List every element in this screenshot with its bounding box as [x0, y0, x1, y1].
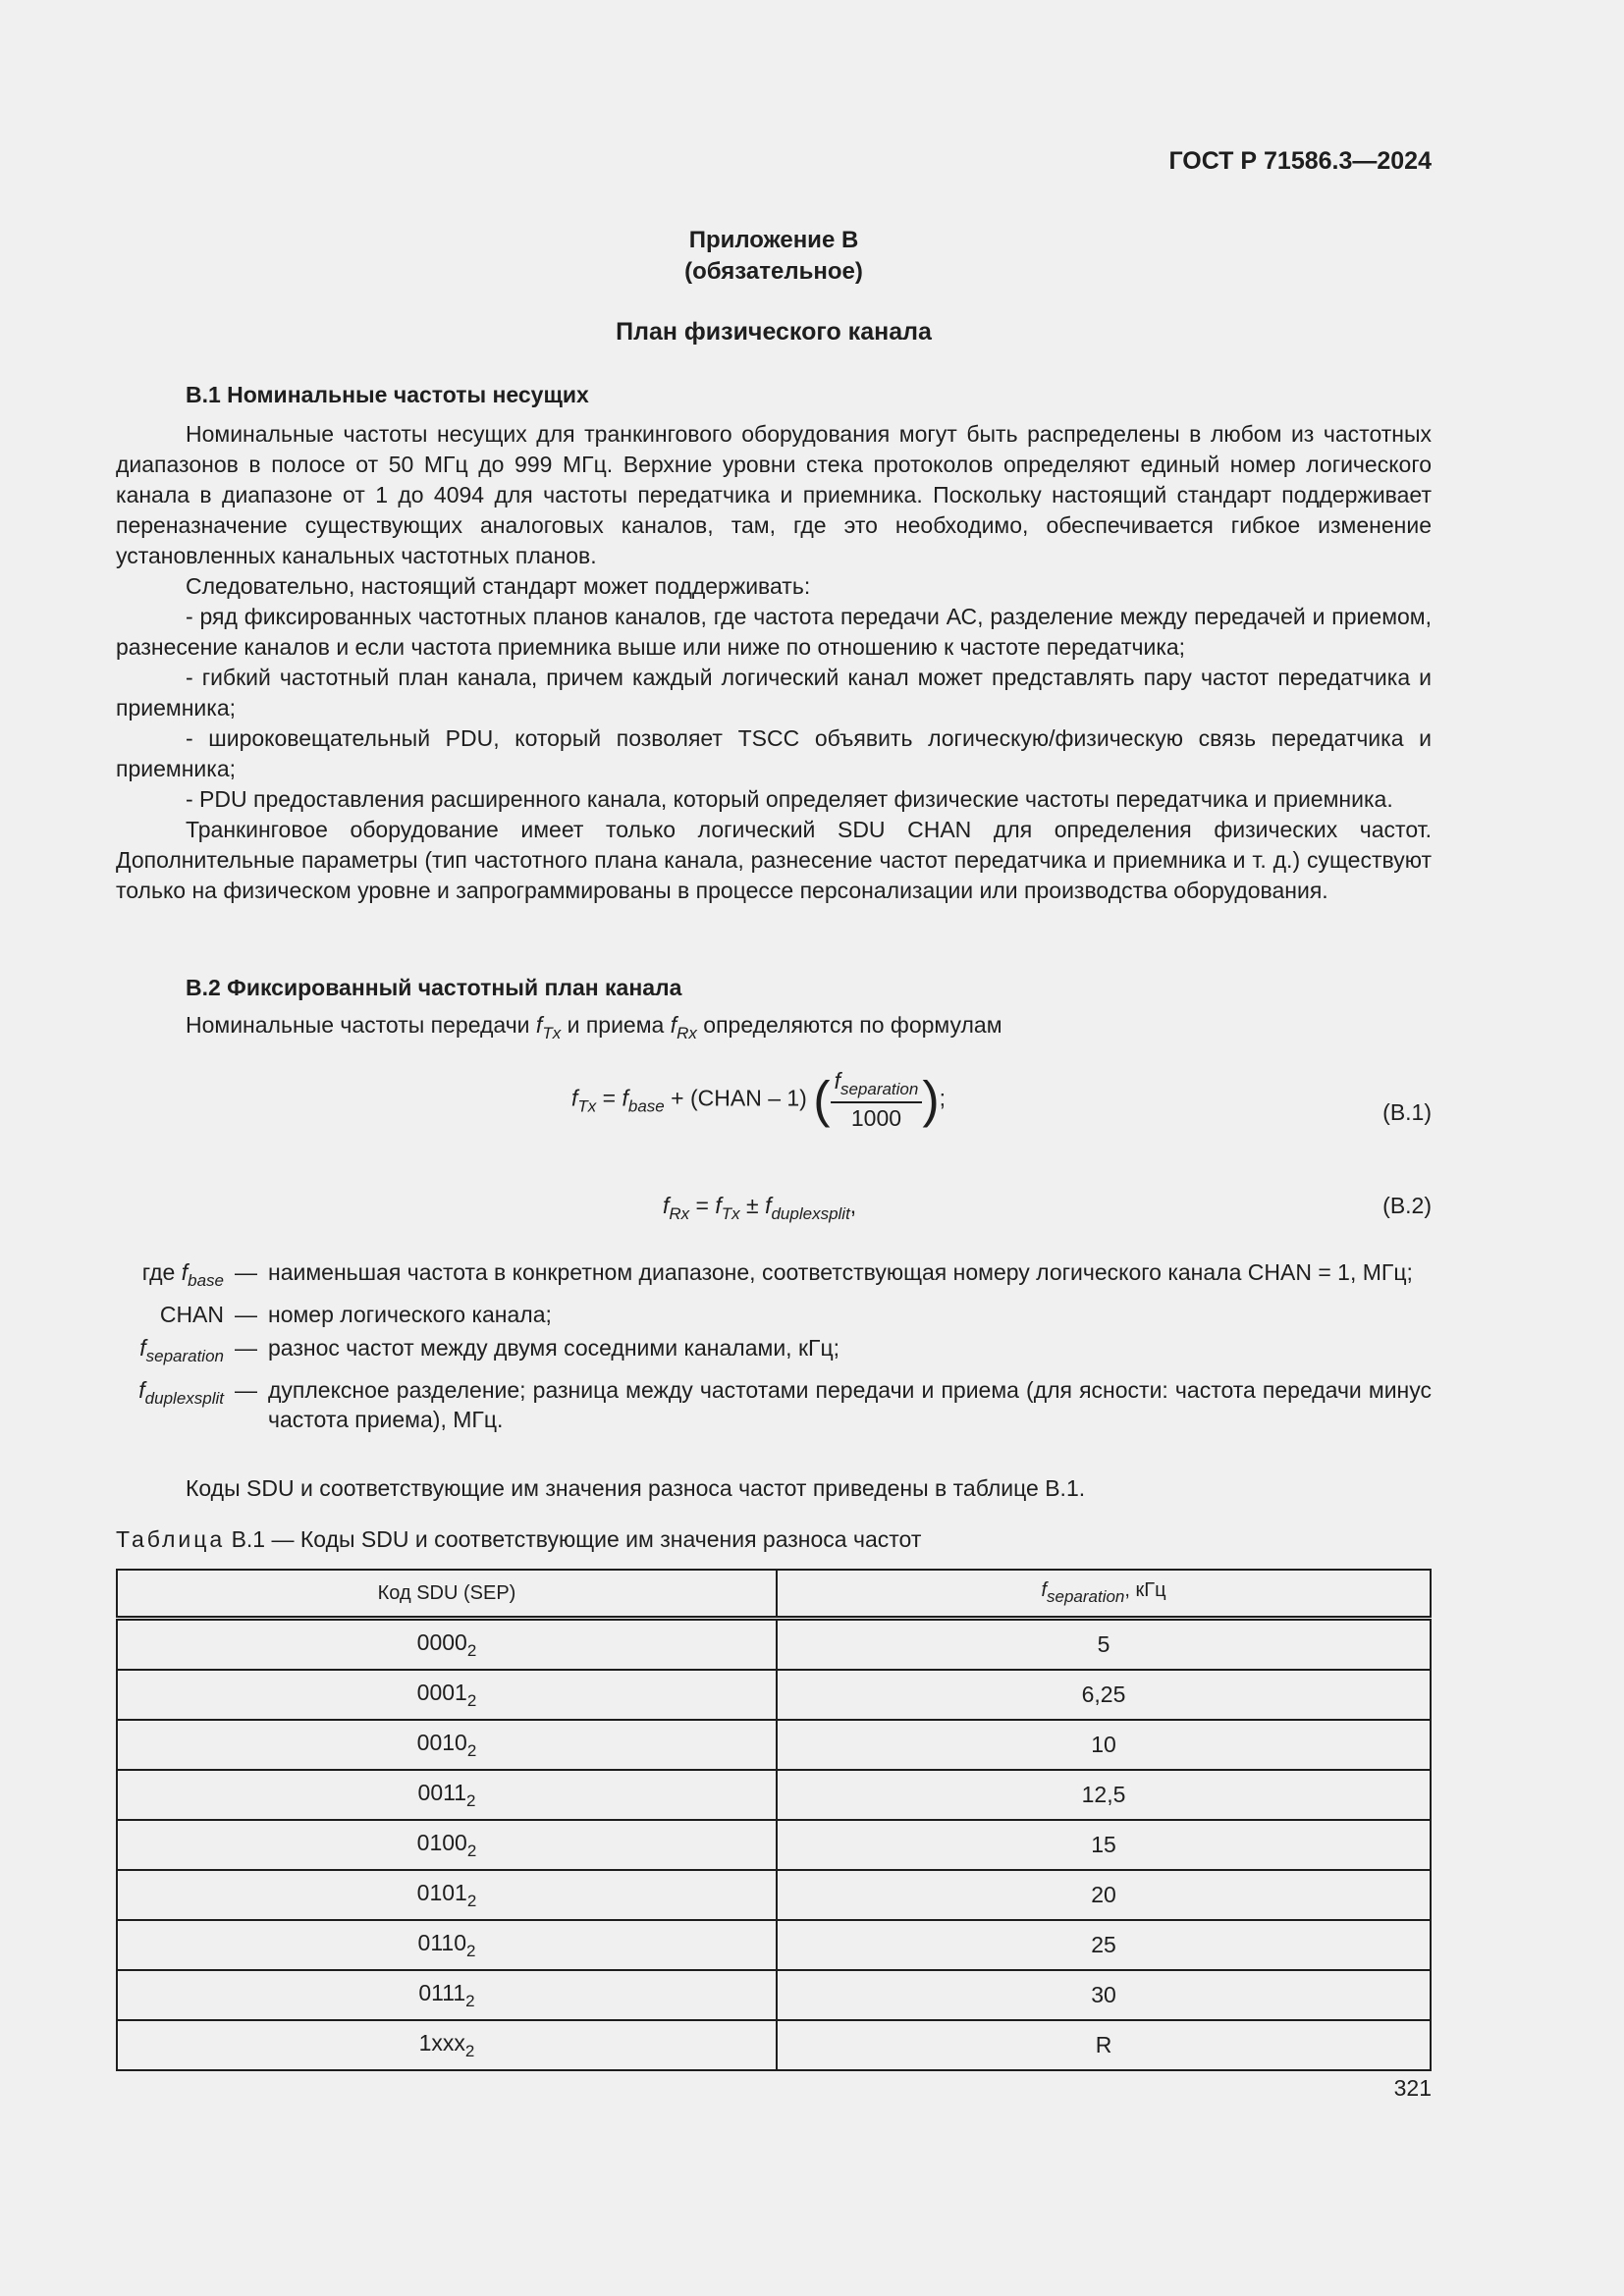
- definition-row: $f_{separation}$ — разнос частот между двумя соседними каналами, кГц;: [139, 1335, 840, 1365]
- document-page: [116, 0, 1432, 2296]
- code-cell: $0111_2$: [117, 1970, 777, 2020]
- table-caption: Таблица B.1 — Коды SDU и соответствующие им значения разноса частот: [116, 1526, 922, 1552]
- separation-cell: 25: [777, 1920, 1431, 1970]
- list-item: - PDU предоставления расширенного канала, который определяет физические частоты передатчика и приемника.: [186, 786, 1393, 812]
- table-row: [117, 1970, 1431, 2020]
- separation-cell: 5: [777, 1619, 1431, 1671]
- code-cell: $0010_2$: [117, 1720, 777, 1770]
- code-cell: $0011_2$: [117, 1770, 777, 1820]
- annex-status: (обязательное): [684, 258, 863, 285]
- formula-b2-number: (B.2): [1382, 1193, 1432, 1218]
- section-b2-title: B.2 Фиксированный частотный план канала: [186, 975, 682, 1000]
- separation-cell: 12,5: [777, 1770, 1431, 1820]
- code-cell: 1xxx$_2$: [117, 2020, 777, 2070]
- frequency-table: [116, 1569, 1432, 2071]
- separation-cell: 15: [777, 1820, 1431, 1870]
- definition-row: где $f_{base}$ — наименьшая частота в конкретном диапазоне, соответствующая номеру логического канала CHAN = 1, МГц;: [141, 1259, 1413, 1290]
- annex-heading: [116, 225, 1432, 288]
- table-row: [117, 1720, 1431, 1770]
- section-b1-title: B.1 Номинальные частоты несущих: [186, 382, 589, 407]
- table-row: [117, 1820, 1431, 1870]
- code-cell: $0100_2$: [117, 1820, 777, 1870]
- separation-cell: 10: [777, 1720, 1431, 1770]
- table-header-row: [117, 1570, 1431, 1619]
- separation-cell: 6,25: [777, 1670, 1431, 1720]
- paragraph: Номинальные частоты несущих для транкингового оборудования могут быть распределены в любом из частотных диапазонов в полосе от 50 МГц до 999 МГц. Верхние уровни стека протоколов определяют единый номер логического канала в диапазоне от 1 до 4094 для частоты передатчика и приемника. Поскольку настоящий стандарт поддерживает переназначение существующих аналоговых каналов, там, где это необходимо, обеспечивается гибкое изменение установленных канальных частотных планов.: [116, 421, 1432, 568]
- paragraph: Следовательно, настоящий стандарт может поддерживать:: [186, 573, 811, 599]
- formula-b1: $f_{Tx} = f_{base}$ + (CHAN – 1) ( $\frac{f_{separation}}{1000}$ );: [571, 1068, 947, 1131]
- standard-number: ГОСТ Р 71586.3—2024: [1168, 147, 1432, 175]
- separation-cell: 30: [777, 1970, 1431, 2020]
- table-row: [117, 1870, 1431, 1920]
- list-item: - ряд фиксированных частотных планов каналов, где частота передачи АС, разделение между передачей и приемом, разнесение каналов и если частота приемника выше или ниже по отношению к частоте передатчика;: [116, 604, 1432, 660]
- list-item: - гибкий частотный план канала, причем каждый логический канал может представлять пару частот передатчика и приемника;: [116, 665, 1432, 721]
- table-row: [117, 1920, 1431, 1970]
- column-header-separation: $f_{separation}$, кГц: [777, 1570, 1431, 1619]
- code-cell: $0001_2$: [117, 1670, 777, 1720]
- paragraph: Транкинговое оборудование имеет только логический SDU CHAN для определения физических частот. Дополнительные параметры (тип частотного плана канала, разнесение частот передатчика и приемника и т. д.) существуют только на физическом уровне и запрограммированы в процессе персонализации или производства оборудования.: [116, 817, 1432, 903]
- column-header-code: Код SDU (SEP): [117, 1570, 777, 1619]
- section-b2-intro: Номинальные частоты передачи $f_{Tx}$ и приема $f_{Rx}$ определяются по формулам: [186, 1012, 1002, 1042]
- formula-b2: $f_{Rx} = f_{Tx} \pm f_{duplexsplit}$,: [663, 1193, 857, 1223]
- table-row: [117, 1770, 1431, 1820]
- separation-cell: R: [777, 2020, 1431, 2070]
- formula-b1-number: (B.1): [1382, 1099, 1432, 1125]
- code-cell: $0110_2$: [117, 1920, 777, 1970]
- table-row: [117, 1670, 1431, 1720]
- separation-cell: 20: [777, 1870, 1431, 1920]
- table-row: [117, 2020, 1431, 2070]
- code-cell: $0000_2$: [117, 1619, 777, 1671]
- list-item: - широковещательный PDU, который позволяет TSCC объявить логическую/физическую связь передатчика и приемника;: [116, 725, 1432, 781]
- symbol-definitions: [116, 1257, 1432, 1438]
- code-cell: $0101_2$: [117, 1870, 777, 1920]
- page-number: 321: [1393, 2075, 1432, 2101]
- annex-title: Приложение B: [688, 227, 859, 253]
- table-row: [117, 1619, 1431, 1671]
- section-b1-body: [116, 419, 1432, 906]
- table-reference: Коды SDU и соответствующие им значения разноса частот приведены в таблице B.1.: [186, 1475, 1086, 1501]
- annex-name: План физического канала: [616, 318, 932, 346]
- definition-row: $f_{duplexsplit}$ — дуплексное разделение; разница между частотами передачи и приема (для ясности: частота передачи минус частота приема), МГц.: [138, 1377, 1432, 1432]
- definition-row: CHAN — номер логического канала;: [159, 1302, 552, 1327]
